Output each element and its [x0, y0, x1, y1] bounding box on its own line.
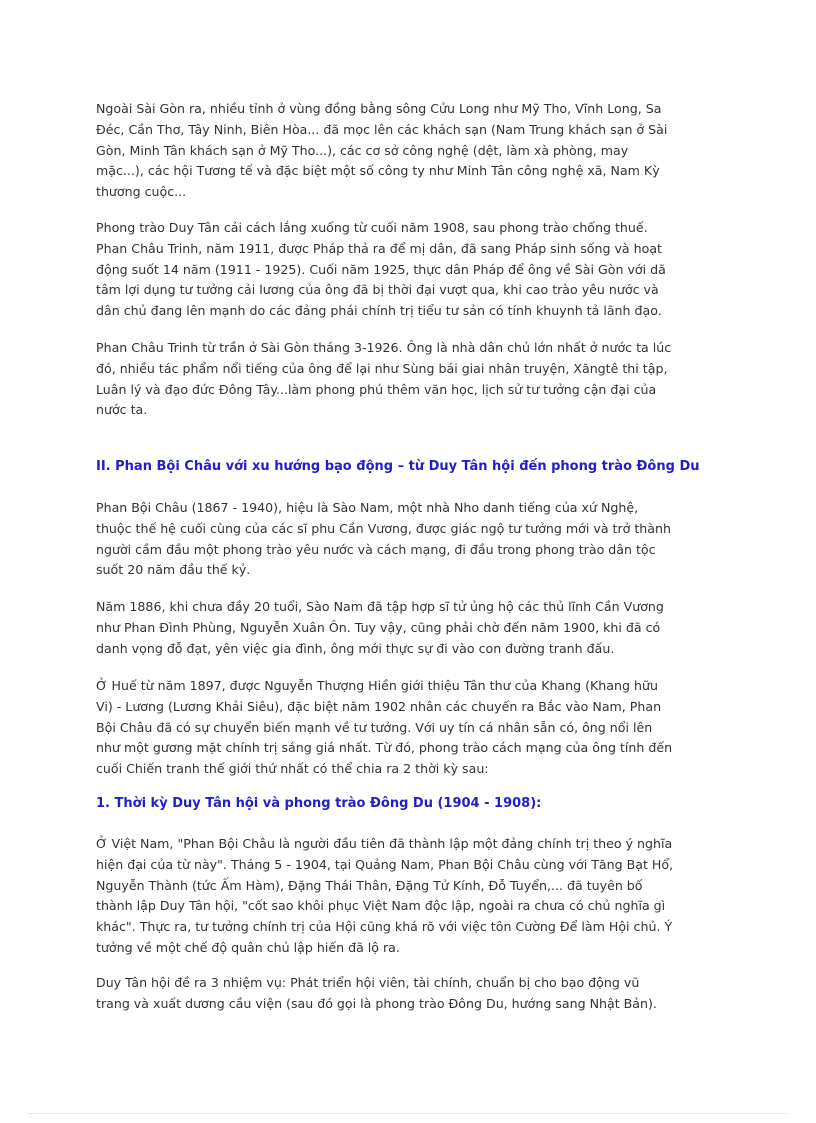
text-line: thương cuộc... [96, 184, 187, 200]
text-line: dân chủ đang lên mạnh do các đảng phái chính trị tiểu tư sản có tính khuynh tả lãnh đạo. [96, 303, 662, 319]
paragraph-2 [96, 218, 666, 322]
text-line: Ở Huế từ năm 1897, được Nguyễn Thượng Hiền giới thiệu Tân thư của Khang (Khang hữu [96, 678, 658, 693]
text-line: thuộc thế hệ cuối cùng của các sĩ phu Cần Vương, được giác ngộ tư tưởng mới và trở thành [96, 520, 671, 536]
text-line: Ở Việt Nam, "Phan Bội Châu là người đầu tiên đã thành lập một đảng chính trị theo ý nghĩa [96, 836, 673, 851]
text-line: Đéc, Cần Thơ, Tây Ninh, Biên Hòa... đã mọc lên các khách sạn (Nam Trung khách sạn ở Sài [96, 121, 668, 137]
paragraph-1 [96, 99, 667, 203]
subsection-heading: 1. Thời kỳ Duy Tân hội và phong trào Đông Du (1904 - 1908): [96, 796, 542, 811]
paragraph-3 [96, 338, 671, 421]
text-line: Nguyễn Thành (tức Ấm Hàm), Đặng Thái Thân, Đặng Tử Kính, Đỗ Tuyển,... đã tuyên bố [96, 877, 643, 893]
text-line: Duy Tân hội đề ra 3 nhiệm vụ: Phát triển hội viên, tài chính, chuẩn bị cho bạo động vũ [96, 975, 640, 990]
paragraph-4 [96, 498, 671, 581]
text-line: Bội Châu đã có sự chuyển biến mạnh về tư tưởng. Với uy tín cá nhân sẵn có, ông nổi lên [96, 719, 653, 735]
text-line: thành lập Duy Tân hội, "cốt sao khôi phục Việt Nam độc lập, ngoài ra chưa có chủ nghĩa gì [96, 898, 666, 914]
text-line: Phan Châu Trinh từ trần ở Sài Gòn tháng 3-1926. Ông là nhà dân chủ lớn nhất ở nước ta lúc [96, 340, 672, 355]
section-heading: II. Phan Bội Châu với xu hướng bạo động – từ Duy Tân hội đến phong trào Đông Du [96, 459, 700, 474]
paragraph-5 [96, 597, 664, 659]
text-line: tâm lợi dụng tư tưởng cải lương của ông đã bị thời đại vượt qua, khi cao trào yêu nước và [96, 282, 659, 298]
text-line: động suốt 14 năm (1911 - 1925). Cuối năm 1925, thực dân Pháp để ông về Sài Gòn với dã [96, 261, 666, 277]
text-line: khác". Thực ra, tư tưởng chính trị của Hội cũng khá rõ với việc tôn Cường Để làm Hội chủ. Ý [96, 919, 673, 935]
paragraph-6 [96, 676, 672, 780]
text-line: Năm 1886, khi chưa đầy 20 tuổi, Sào Nam đã tập hợp sĩ tử ủng hộ các thủ lĩnh Cần Vương [96, 599, 664, 614]
text-line: mặc...), các hội Tương tế và đặc biệt một số công ty như Minh Tân công nghệ xã, Nam Kỳ [96, 163, 660, 179]
page-bottom-divider [28, 1113, 788, 1114]
text-line: như Phan Đình Phùng, Nguyễn Xuân Ôn. Tuy vậy, cũng phải chờ đến năm 1900, khi đã có [96, 619, 661, 635]
text-line: Vi) - Lương (Lương Khải Siêu), đặc biệt năm 1902 nhân các chuyến ra Bắc vào Nam, Phan [96, 698, 662, 714]
text-line: như một gương mặt chính trị sáng giá nhất. Từ đó, phong trào cách mạng của ông tính đến [96, 740, 673, 756]
text-line: người cầm đầu một phong trào yêu nước và cách mạng, đi đầu trong phong trào dân tộc [96, 541, 656, 557]
text-line: Phan Châu Trinh, năm 1911, được Pháp thả ra để mị dân, đã sang Pháp sinh sống và hoạt [96, 240, 662, 256]
text-line: Phan Bội Châu (1867 - 1940), hiệu là Sào Nam, một nhà Nho danh tiếng của xứ Nghệ, [96, 500, 639, 515]
text-line: cuối Chiến tranh thế giới thứ nhất có thể chia ra 2 thời kỳ sau: [96, 761, 489, 777]
paragraph-8 [96, 973, 657, 1015]
text-line: Ngoài Sài Gòn ra, nhiều tỉnh ở vùng đồng bằng sông Cửu Long như Mỹ Tho, Vĩnh Long, Sa [96, 101, 662, 116]
text-line: trang và xuất dương cầu viện (sau đó gọi là phong trào Đông Du, hướng sang Nhật Bản). [96, 995, 657, 1011]
text-line: đó, nhiều tác phẩm nổi tiếng của ông để lại như Sùng bái giai nhân truyện, Xăngtê thi tập, [96, 360, 668, 376]
text-line: hiện đại của từ này". Tháng 5 - 1904, tại Quảng Nam, Phan Bội Châu cùng với Tăng Bạt Hổ, [96, 856, 674, 872]
text-line: tưởng về một chế độ quân chủ lập hiến đã lộ ra. [96, 939, 400, 955]
text-line: Phong trào Duy Tân cải cách lắng xuống từ cuối năm 1908, sau phong trào chống thuế. [96, 220, 648, 235]
text-line: nước ta. [96, 402, 148, 418]
text-line: suốt 20 năm đầu thế kỷ. [96, 562, 251, 578]
text-line: Luân lý và đạo đức Đông Tây...làm phong phú thêm văn học, lịch sử tư tưởng cận đại của [96, 381, 657, 397]
paragraph-7 [96, 834, 673, 959]
text-line: danh vọng đỗ đạt, yên việc gia đình, ông mới thực sự đi vào con đường tranh đấu. [96, 640, 615, 656]
text-line: Gòn, Minh Tân khách sạn ở Mỹ Tho...), các cơ sở công nghệ (dệt, làm xà phòng, may [96, 142, 629, 158]
